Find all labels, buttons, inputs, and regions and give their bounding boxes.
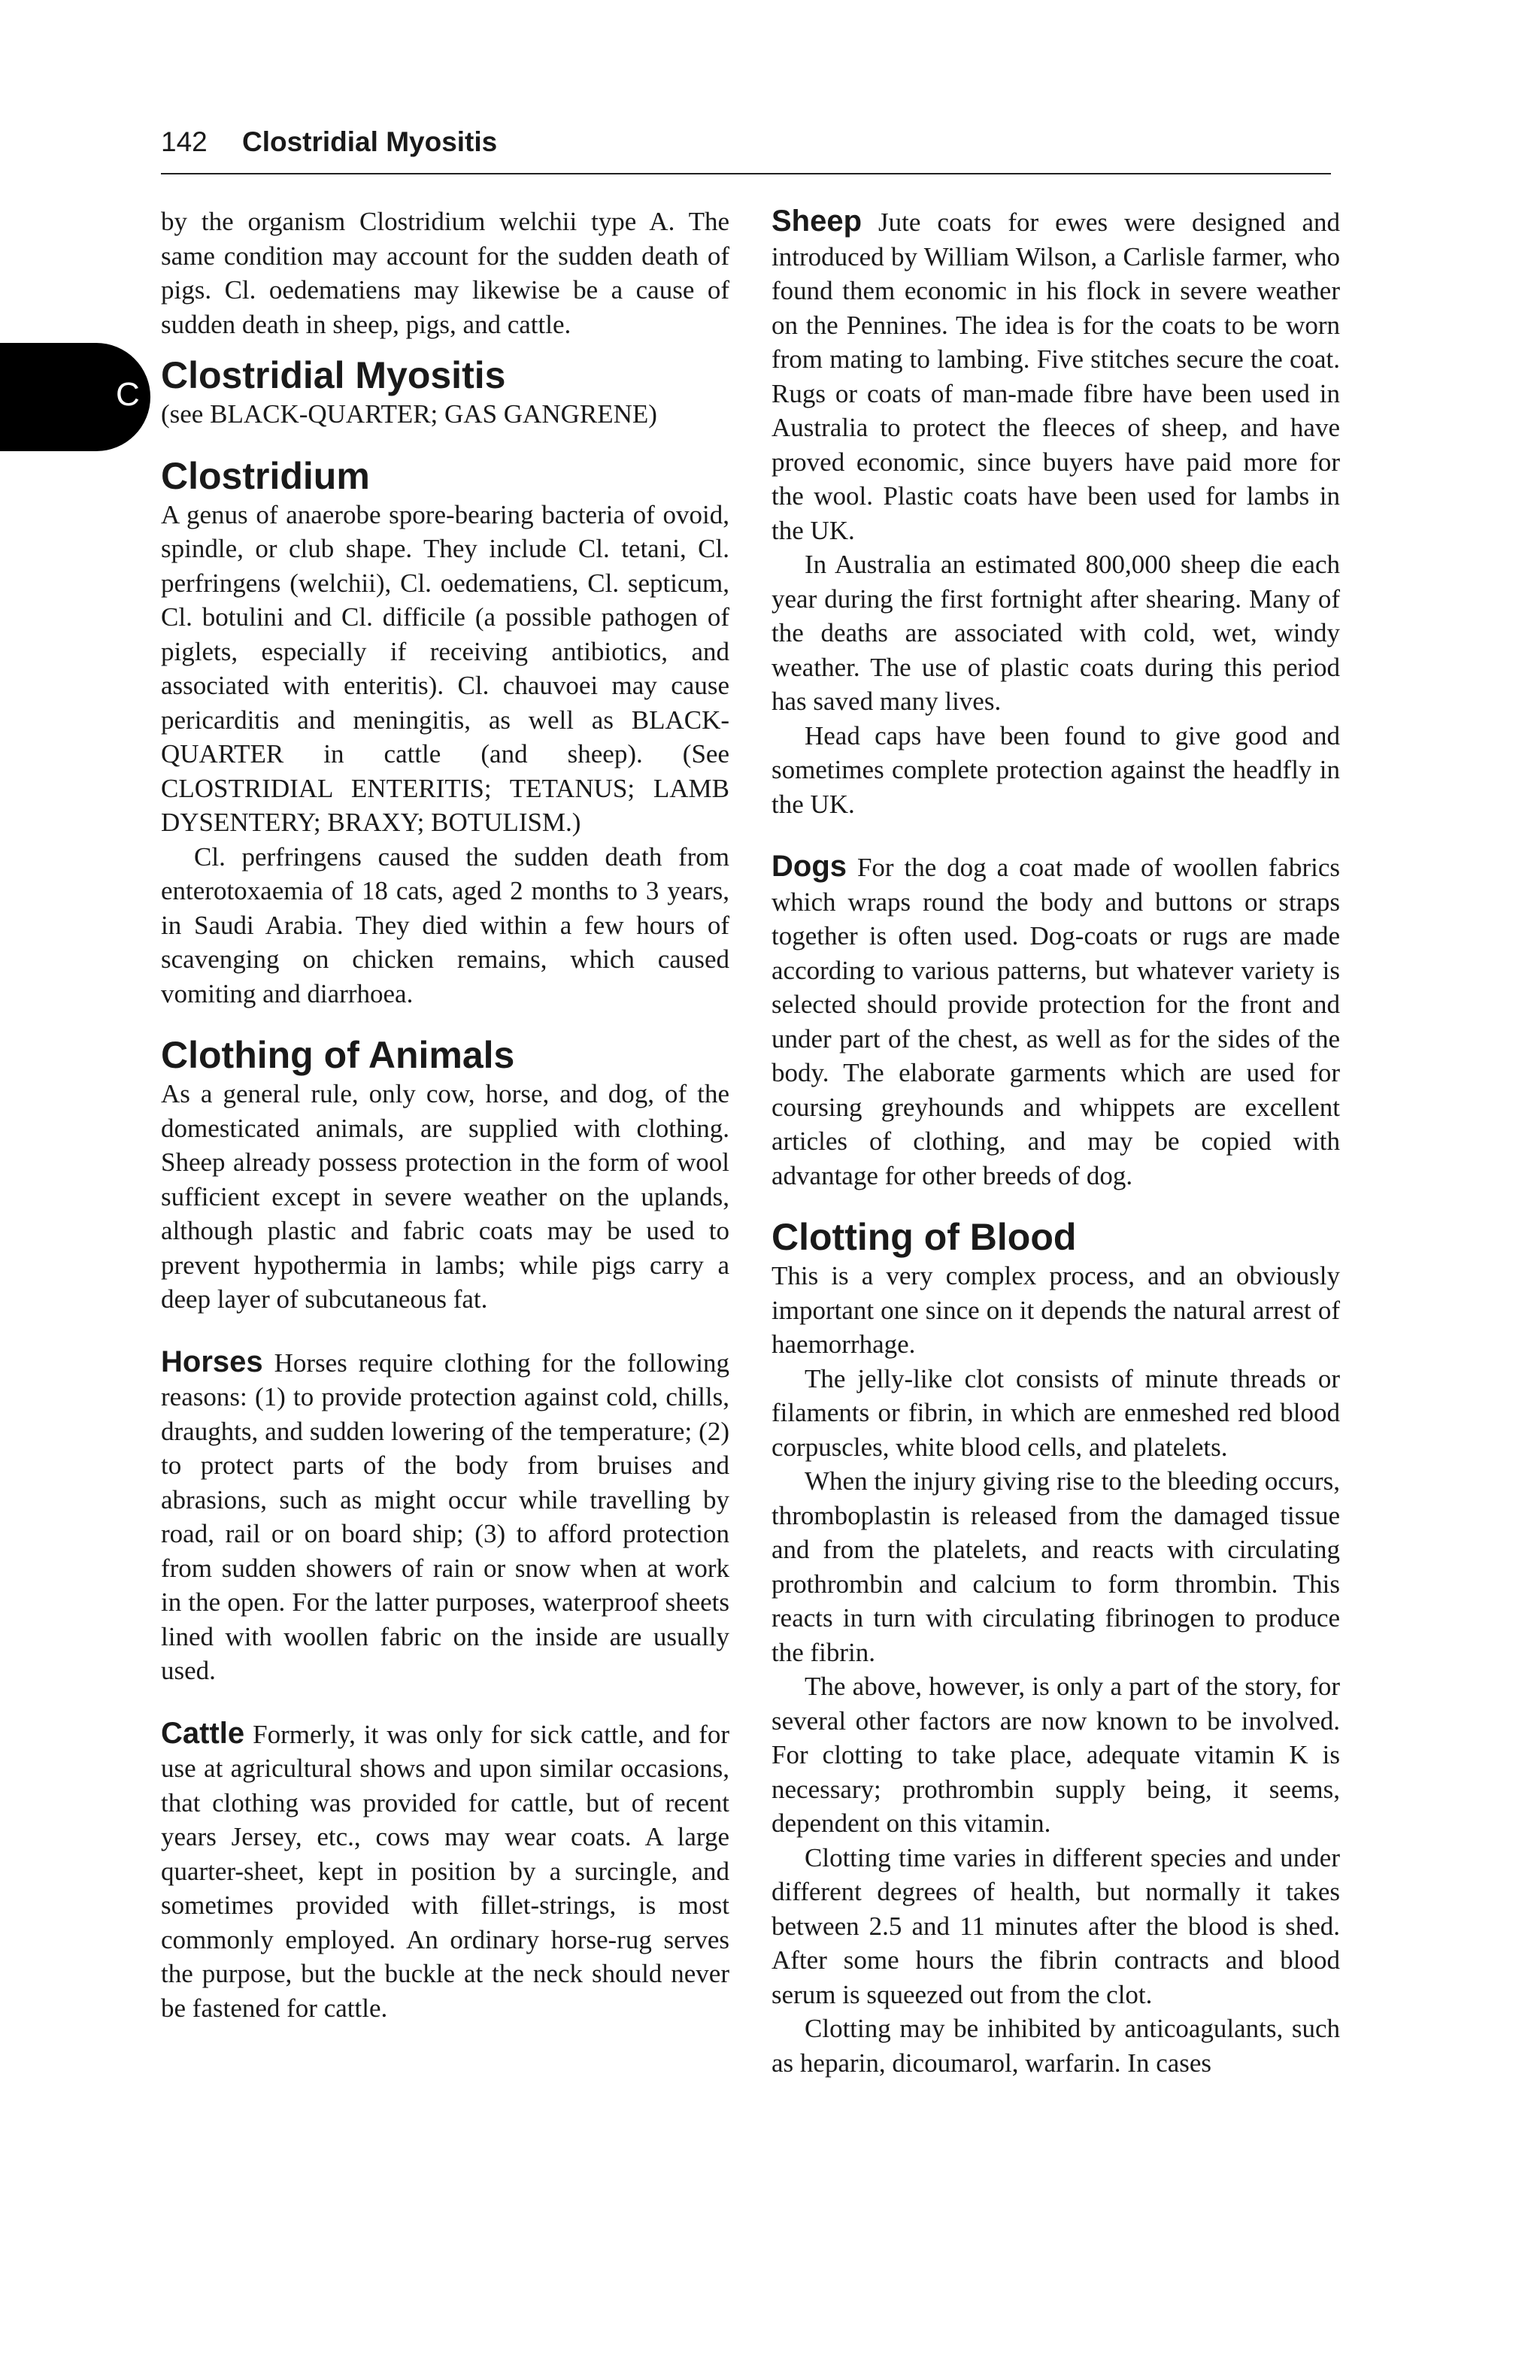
paragraph: The above, however, is only a part of the story, for several other factors are now known to be involved. For clotting to take place, adequate vitamin K is necessary; prothrombin supply being, it seems, dependent on this vitamin. (772, 1672, 1340, 1838)
cross-reference: (see BLACK-QUARTER; GAS GANGRENE) (161, 399, 657, 429)
paragraph: Clotting time varies in different species and under different degrees of health, but normally it takes between 2.5 and 11 minutes after the blood is shed. After some hours the fibrin contracts and blood serum is squeezed out from the clot. (772, 1842, 1340, 2009)
subentry-paragraph (161, 1717, 729, 2026)
paragraph: The jelly-like clot consists of minute threads or filaments or fibrin, in which are enmeshed red blood corpuscles, white blood cells, and platelets. (772, 1363, 1340, 1462)
paragraph: As a general rule, only cow, horse, and dog, of the domesticated animals, are supplied with clothing. Sheep already possess protection in the form of wool sufficient except in severe weather on the uplands, although plastic and fabric coats may be used to prevent hypothermia in lambs; while pigs carry a deep layer of subcutaneous fat. (161, 1079, 729, 1314)
paragraph: When the injury giving rise to the bleeding occurs, thromboplastin is released from the damaged tissue and from the platelets, and reacts with circulating prothrombin and calcium to form thrombin. This reacts in turn with circulating fibrinogen to produce the fibrin. (772, 1466, 1340, 1667)
paragraph: Head caps have been found to give good and sometimes complete protection against the headfly in the UK. (772, 720, 1340, 819)
subentry-text: Jute coats for ewes were designed and introduced by William Wilson, a Carlisle farmer, who found them economic in his flock in severe weather on the Pennines. The idea is for the coats to be worn from mating to lambing. Five stitches secure the coat. Rugs or coats of man-made fibre have been used in Australia to protect the fleeces of sheep, and have proved economic, since buyers have paid more for the wool. Plastic coats have been used for lambs in the UK. (772, 208, 1340, 545)
right-column (772, 205, 1340, 2080)
subentry-heading: Cattle (161, 1716, 245, 1750)
paragraph: In Australia an estimated 800,000 sheep die each year during the first fortnight after shearing. Many of the deaths are associated with cold, wet, windy weather. The use of plastic coats during this period has saved many lives. (772, 550, 1340, 716)
section-tab (0, 343, 150, 451)
entry-heading: Clostridium (161, 454, 370, 497)
paragraph: This is a very complex process, and an obviously important one since on it depends the natural arrest of haemorrhage. (772, 1261, 1340, 1359)
entry-heading: Clostridial Myositis (161, 354, 506, 396)
running-title: Clostridial Myositis (242, 126, 498, 157)
paragraph: A genus of anaerobe spore-bearing bacteria of ovoid, spindle, or club shape. They include Cl. tetani, Cl. perfringens (welchii), Cl. oedematiens, Cl. septicum, Cl. botulini and Cl. difficile (a possible pathogen of piglets, especially if receiving antibiotics, and associated with enteritis). Cl. chauvoei may cause pericarditis and meningitis, as well as BLACK-QUARTER in cattle (and sheep). (See CLOSTRIDIAL ENTERITIS; TETANUS; LAMB DYSENTERY; BRAXY; BOTULISM.) (161, 499, 729, 837)
page-number: 142 (161, 126, 208, 157)
paragraph: Cl. perfringens caused the sudden death from enterotoxaemia of 18 cats, aged 2 months to 3 years, in Saudi Arabia. They died within a few hours of scavenging on chicken remains, which caused vomiting and diarrhoea. (161, 841, 729, 1008)
subentry-paragraph (161, 1345, 729, 1688)
paragraph: by the organism Clostridium welchii type A. The same condition may account for the sudden death of pigs. Cl. oedematiens may likewise be a cause of sudden death in sheep, pigs, and cattle. (161, 207, 729, 339)
subentry-text: For the dog a coat made of woollen fabrics which wraps round the body and buttons or straps together is often used. Dog-coats or rugs are made according to various patterns, but whatever variety is selected should provide protection for the front and under part of the chest, as well as for the sides of the body. The elaborate garments which are used for coursing greyhounds and whippets are excellent articles of clothing, and may be copied with advantage for other breeds of dog. (772, 853, 1341, 1190)
section-tab-letter: C (116, 376, 140, 413)
running-head (161, 126, 1331, 174)
subentry-heading: Horses (161, 1345, 263, 1378)
subentry-text: Horses require clothing for the following reasons: (1) to provide protection against cold, chills, draughts, and sudden lowering of the temperature; (2) to protect parts of the body from bruises and abrasions, such as might occur while travelling by road, rail or on board ship; (3) to afford protection from sudden showers of rain or snow when at work in the open. For the latter purposes, waterproof sheets lined with woollen fabric on the inside are usually used. (161, 1348, 729, 1685)
entry-heading: Clotting of Blood (772, 1216, 1077, 1258)
subentry-paragraph (772, 850, 1340, 1193)
subentry-paragraph (772, 205, 1340, 547)
subentry-heading: Sheep (772, 205, 862, 238)
subentry-text: Formerly, it was only for sick cattle, and for use at agricultural shows and upon similar occasions, that clothing was provided for cattle, but of recent years Jersey, etc., cows may wear coats. A large quarter-sheet, kept in position by a surcingle, and sometimes provided with fillet-strings, is most commonly employed. An ordinary horse-rug serves the purpose, but the buckle at the neck should never be fastened for cattle. (161, 1719, 729, 2023)
subentry-heading: Dogs (772, 850, 847, 883)
entry-heading: Clothing of Animals (161, 1034, 515, 1076)
paragraph: Clotting may be inhibited by anticoagulants, such as heparin, dicoumarol, warfarin. In cases (772, 2014, 1340, 2078)
left-column (161, 205, 729, 2025)
